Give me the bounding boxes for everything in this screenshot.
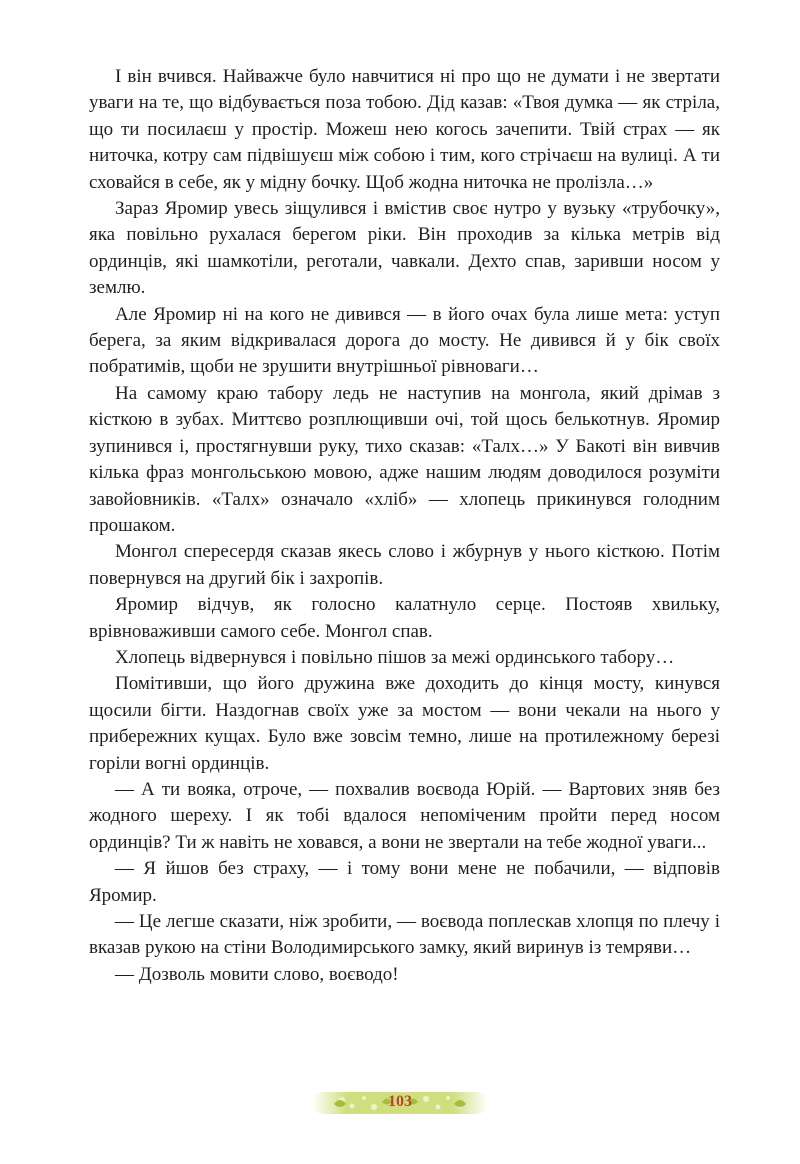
paragraph: Зараз Яромир увесь зіщулився і вмістив своє нутро у вузьку «трубочку», яка повільно рухалася берегом ріки. Він проходив за кілька метрів від ординців, які шамкотіли, реготали, чавкали. Дехто спав, заривши носом у землю. — [89, 198, 720, 299]
paragraph: Помітивши, що його дружина вже доходить до кінця мосту, кинувся щосили бігти. Наздогнав своїх уже за мостом — вони чекали на нього у прибережних кущах. Було вже зовсім темно, лише на протилежному березі горіли вогні ординців. — [89, 673, 720, 774]
paragraph: На самому краю табору ледь не наступив на монгола, який дрімав з кісткою в зубах. Миттєво розплющивши очі, той щось белькотнув. Яромир зупинився і, простягнувши руку, тихо сказав: «Талх…» У Бакоті він вивчив кілька фраз монгольською мовою, адже нашим людям доводилося розуміти завойовників. «Талх» означало «хліб» — хлопець прикинувся голодним прошаком. — [89, 382, 720, 536]
paragraph: Хлопець відвернувся і повільно пішов за межі ординського табору… — [115, 646, 675, 668]
paragraph: І він вчився. Найважче було навчитися ні про що не думати і не звертати уваги на те, що відбувається поза тобою. Дід казав: «Твоя думка — як стріла, що ти посилаєш у простір. Можеш нею когось зачепити. Твій страх — як ниточка, котру сам підвішуєш між собою і тим, кого стрічаєш на вулиці. А ти сховайся в себе, як у мідну бочку. Щоб жодна ниточка не пролізла…» — [89, 66, 720, 193]
paragraph: Яромир відчув, як голосно калатнуло серце. Постояв хвильку, врівноваживши самого себе. Монгол спав. — [89, 594, 720, 642]
floral-ornament-icon — [312, 1086, 488, 1122]
paragraph: — Це легше сказати, ніж зробити, — воєвода поплескав хлопця по плечу і вказав рукою на стіни Володимирського замку, який виринув із темряви… — [89, 911, 720, 959]
paragraph: — Я йшов без страху, — і тому вони мене не побачили, — відповів Яромир. — [89, 858, 720, 906]
paragraph: — Дозволь мовити слово, воєводо! — [115, 963, 399, 985]
page-footer — [0, 1082, 800, 1126]
page-body — [89, 64, 720, 988]
page-number: 103 — [388, 1093, 412, 1110]
paragraph: Але Яромир ні на кого не дивився — в його очах була лише мета: уступ берега, за яким відкривалася дорога до мосту. Не дивився й у бік своїх побратимів, щоби не зрушити внутрішньої рівноваги… — [89, 303, 720, 378]
paragraph: Монгол спересердя сказав якесь слово і жбурнув у нього кісткою. Потім повернувся на другий бік і захропів. — [89, 541, 720, 589]
paragraph: — А ти вояка, отроче, — похвалив воєвода Юрій. — Вартових зняв без жодного шереху. І як тобі вдалося непоміченим пройти перед носом ординців? Ти ж навіть не ховався, а вони не звертали на тебе жодної уваги... — [89, 778, 720, 853]
